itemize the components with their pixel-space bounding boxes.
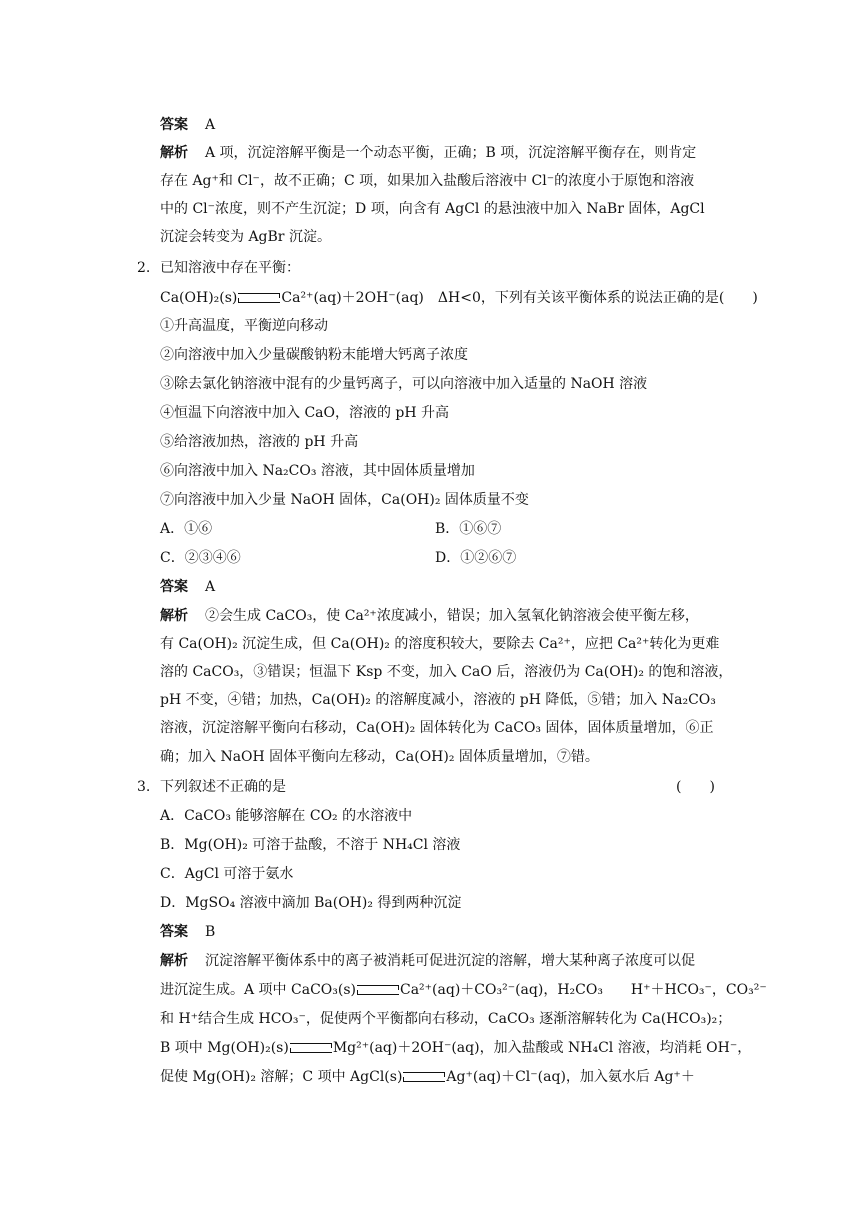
q2-analysis-line: 确；加入 NaOH 固体平衡向左移动，Ca(OH)₂ 固体质量增加，⑦错。 bbox=[160, 749, 599, 765]
q3-option-a: A．CaCO₃ 能够溶解在 CO₂ 的水溶液中 bbox=[160, 808, 413, 824]
q2-equation bbox=[160, 288, 758, 308]
q2-equation-right: Ca²⁺(aq)＋2OH⁻(aq) ΔH<0，下列有关该平衡体系的说法正确的是( ) bbox=[281, 290, 758, 306]
q3-number: 3. bbox=[137, 779, 151, 795]
q3-analysis-line: 沉淀溶解平衡体系中的离子被消耗可促进沉淀的溶解，增大某种离子浓度可以促 bbox=[205, 953, 695, 969]
q3-answer-value: B bbox=[205, 924, 216, 940]
q3-analysis-line2-a: 进沉淀生成。A 项中 CaCO₃(s) bbox=[160, 982, 356, 998]
q2-option-b: B．①⑥⑦ bbox=[435, 521, 502, 537]
q2-statement: ①升高温度，平衡逆向移动 bbox=[160, 318, 328, 334]
q3-answer-label: 答案 bbox=[160, 924, 188, 940]
q3-analysis-line4-a: B 项中 Mg(OH)₂(s) bbox=[160, 1040, 289, 1056]
q2-answer-value: A bbox=[205, 579, 216, 595]
q2-analysis-line: 有 Ca(OH)₂ 沉淀生成，但 Ca(OH)₂ 的溶度积较大，要除去 Ca²⁺，应把 Ca²⁺转化为更难 bbox=[160, 636, 720, 652]
q2-analysis-line: 溶的 CaCO₃，③错误；恒温下 Ksp 不变，加入 CaO 后，溶液仍为 Ca(OH)₂ 的饱和溶液， bbox=[160, 664, 733, 680]
q2-statement: ②向溶液中加入少量碳酸钠粉末能增大钙离子浓度 bbox=[160, 347, 468, 363]
q1-analysis-line: 存在 Ag⁺和 Cl⁻，故不正确；C 项，如果加入盐酸后溶液中 Cl⁻的浓度小于原饱和溶液 bbox=[160, 173, 695, 189]
q2-statement: ⑤给溶液加热，溶液的 pH 升高 bbox=[160, 434, 359, 450]
q2-stem: 已知溶液中存在平衡： bbox=[160, 260, 300, 276]
q2-statement: ③除去氯化钠溶液中混有的少量钙离子，可以向溶液中加入适量的 NaOH 溶液 bbox=[160, 376, 648, 392]
q1-analysis-line: A 项，沉淀溶解平衡是一个动态平衡，正确；B 项，沉淀溶解平衡存在，则肯定 bbox=[205, 145, 697, 161]
q3-option-b: B．Mg(OH)₂ 可溶于盐酸，不溶于 NH₄Cl 溶液 bbox=[160, 837, 461, 853]
q3-analysis-line5-b: Ag⁺(aq)＋Cl⁻(aq)，加入氨水后 Ag⁺＋ bbox=[446, 1069, 695, 1085]
equilibrium-arrow-icon bbox=[357, 985, 399, 995]
equilibrium-arrow-icon bbox=[403, 1072, 445, 1082]
q2-option-d: D．①②⑥⑦ bbox=[435, 550, 517, 566]
q2-equation-left: Ca(OH)₂(s) bbox=[160, 290, 238, 306]
q2-analysis-line: ②会生成 CaCO₃，使 Ca²⁺浓度减小，错误；加入氢氧化钠溶液会使平衡左移， bbox=[205, 608, 699, 624]
q2-option-a: A．①⑥ bbox=[160, 521, 213, 537]
q2-analysis-line: pH 不变，④错；加热，Ca(OH)₂ 的溶解度减小，溶液的 pH 降低，⑤错；加入 Na₂CO₃ bbox=[160, 692, 716, 708]
q1-analysis-line: 中的 Cl⁻浓度，则不产生沉淀；D 项，向含有 AgCl 的悬浊液中加入 NaBr 固体，AgCl bbox=[160, 201, 705, 217]
q3-analysis-line: 和 H⁺结合生成 HCO₃⁻，促使两个平衡都向右移动，CaCO₃ 逐渐溶解转化为 Ca(HCO₃)₂； bbox=[160, 1011, 732, 1027]
q2-statement: ④恒温下向溶液中加入 CaO，溶液的 pH 升高 bbox=[160, 405, 450, 421]
q3-analysis-line2-b: Ca²⁺(aq)＋CO₃²⁻(aq)，H₂CO₃ H⁺＋HCO₃⁻，CO₃²⁻ bbox=[399, 982, 767, 998]
q1-analysis-line: 沉淀会转变为 AgBr 沉淀。 bbox=[160, 229, 331, 245]
q2-answer-label: 答案 bbox=[160, 579, 188, 595]
q2-statement: ⑦向溶液中加入少量 NaOH 固体，Ca(OH)₂ 固体质量不变 bbox=[160, 492, 529, 508]
q2-analysis-label: 解析 bbox=[160, 608, 188, 624]
q3-analysis-line4-b: Mg²⁺(aq)＋2OH⁻(aq)，加入盐酸或 NH₄Cl 溶液，均消耗 OH⁻， bbox=[332, 1040, 752, 1056]
q2-number: 2. bbox=[137, 260, 151, 276]
q3-analysis-line bbox=[160, 1067, 695, 1087]
q2-option-c: C．②③④⑥ bbox=[160, 550, 241, 566]
q1-analysis-label: 解析 bbox=[160, 145, 188, 161]
equilibrium-arrow-icon bbox=[238, 293, 280, 303]
equilibrium-arrow-icon bbox=[290, 1043, 332, 1053]
q3-analysis-line bbox=[160, 980, 767, 1000]
q3-answer-paren: ( ) bbox=[676, 779, 715, 795]
q2-statement: ⑥向溶液中加入 Na₂CO₃ 溶液，其中固体质量增加 bbox=[160, 463, 475, 479]
q3-analysis-line bbox=[160, 1038, 751, 1058]
q2-analysis-line: 溶液，沉淀溶解平衡向右移动，Ca(OH)₂ 固体转化为 CaCO₃ 固体，固体质量增加，⑥正 bbox=[160, 720, 714, 736]
q3-option-d: D．MgSO₄ 溶液中滴加 Ba(OH)₂ 得到两种沉淀 bbox=[160, 895, 462, 911]
q3-stem: 下列叙述不正确的是 bbox=[160, 779, 286, 795]
q1-answer-label: 答案 bbox=[160, 117, 188, 133]
q3-option-c: C．AgCl 可溶于氨水 bbox=[160, 866, 294, 882]
q3-analysis-line5-a: 促使 Mg(OH)₂ 溶解；C 项中 AgCl(s) bbox=[160, 1069, 403, 1085]
q1-answer-value: A bbox=[205, 117, 216, 133]
q3-analysis-label: 解析 bbox=[160, 953, 188, 969]
